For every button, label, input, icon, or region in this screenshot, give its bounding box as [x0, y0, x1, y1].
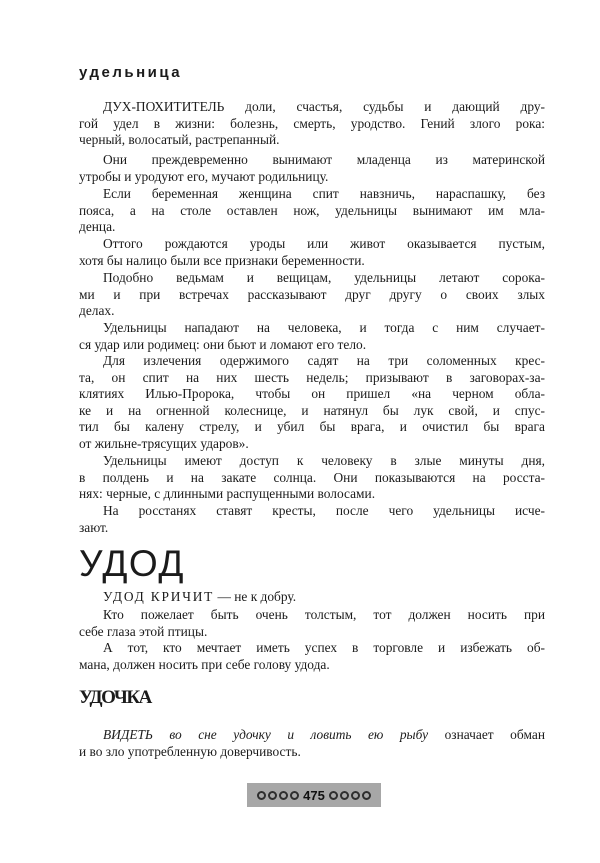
- text-line: и во зло употребленную доверчивость.: [79, 743, 301, 759]
- ornament-left-icon: [257, 791, 299, 800]
- paragraph: [79, 727, 545, 760]
- paragraph: [79, 236, 545, 269]
- text-line: пояса, а на столе оставлен нож, удельницы вынимают им мла-: [79, 202, 545, 218]
- text-line: себе глаза этой птицы.: [79, 623, 208, 639]
- text-line: та, он спит на них шесть недель; призывают в заговорах-за-: [79, 369, 545, 385]
- text-line: [79, 727, 545, 744]
- paragraph: [79, 453, 545, 503]
- text-line: мана, должен носить при себе голову удода.: [79, 656, 330, 672]
- text-line: от жильне-трясущих ударов».: [79, 435, 249, 451]
- text-line: гой удел в жизни: болезнь, смерть, уродство. Гений злого рока:: [79, 115, 545, 131]
- paragraph: [79, 640, 545, 673]
- text-line: в полдень и на закате солнца. Они показываются на росста-: [79, 469, 545, 485]
- section-title-udochka: УДОЧКА: [79, 687, 151, 708]
- text-line: Оттого рождаются уроды или живот оказывается пустым,: [103, 236, 545, 251]
- text-line: Для излечения одержимого садят на три соломенных крес-: [103, 353, 545, 368]
- text-line: [79, 589, 545, 606]
- text-line: Кто пожелает быть очень толстым, тот должен носить при: [103, 607, 545, 622]
- paragraph: [79, 270, 545, 320]
- text-line: хотя бы налицо были все признаки беременности.: [79, 252, 365, 268]
- text-line: На росстанях ставят кресты, после чего удельницы исче-: [103, 503, 545, 518]
- text-line: утробы и уродуют его, мучают родильницу.: [79, 168, 329, 184]
- text-line: денца.: [79, 219, 116, 234]
- text-line: тил бы калену стрелу, и убил бы врага, и очистил бы врага: [79, 419, 545, 434]
- page-number: 475: [303, 787, 325, 803]
- italic-fragment: во сне удочку и ловить ею рыбу: [152, 727, 429, 742]
- section-title-udod: УДОД: [79, 543, 185, 584]
- text-fragment: — не к добру.: [214, 589, 297, 604]
- text-line: ся удар или родимец: они бьют и ломают его тело.: [79, 336, 367, 352]
- paragraph: [79, 353, 545, 452]
- text-line: черный, волосатый, растрепанный.: [79, 132, 280, 147]
- page-number-badge: [247, 783, 381, 807]
- text-line: Они преждевременно вынимают младенца из материнской: [103, 152, 545, 167]
- text-line: Подобно ведьмам и вещицам, удельницы летают сорока-: [103, 270, 545, 285]
- paragraph: [79, 320, 545, 353]
- section-title-udelnitsa: удельница: [79, 64, 183, 81]
- text-line: Удельницы нападают на человека, и тогда с ним случает-: [103, 320, 545, 335]
- text-line: ми и при встречах рассказывают друг другу о своих злых: [79, 286, 545, 302]
- paragraph: [79, 186, 545, 236]
- text-line: клятиях Илью-Пророка, чтобы он пришел «на черном обла-: [79, 386, 545, 401]
- text-line: ДУХ-ПОХИТИТЕЛЬ доли, счастья, судьбы и дающий дру-: [103, 99, 545, 114]
- text-line: нях: черные, с длинными распущенными волосами.: [79, 486, 376, 501]
- paragraph: [79, 99, 545, 149]
- text-line: А тот, кто мечтает иметь успех в торговле и избежать об-: [103, 640, 545, 655]
- paragraph: [79, 152, 545, 185]
- text-line: ке и на огненной колеснице, и натянул бы лук свой, и спус-: [79, 402, 545, 418]
- text-line: зают.: [79, 519, 109, 535]
- text-line: Удельницы имеют доступ к человеку в злые минуты дня,: [103, 453, 545, 468]
- text-fragment: означает обман: [428, 727, 545, 742]
- paragraph: [79, 589, 545, 606]
- paragraph: [79, 503, 545, 536]
- lead-phrase: УДОД КРИЧИТ: [103, 589, 215, 604]
- paragraph: [79, 607, 545, 640]
- text-line: делах.: [79, 303, 115, 318]
- ornament-right-icon: [329, 791, 371, 800]
- text-line: Если беременная женщина спит навзничь, нараспашку, без: [103, 186, 545, 201]
- lead-phrase: ВИДЕТЬ: [103, 727, 153, 742]
